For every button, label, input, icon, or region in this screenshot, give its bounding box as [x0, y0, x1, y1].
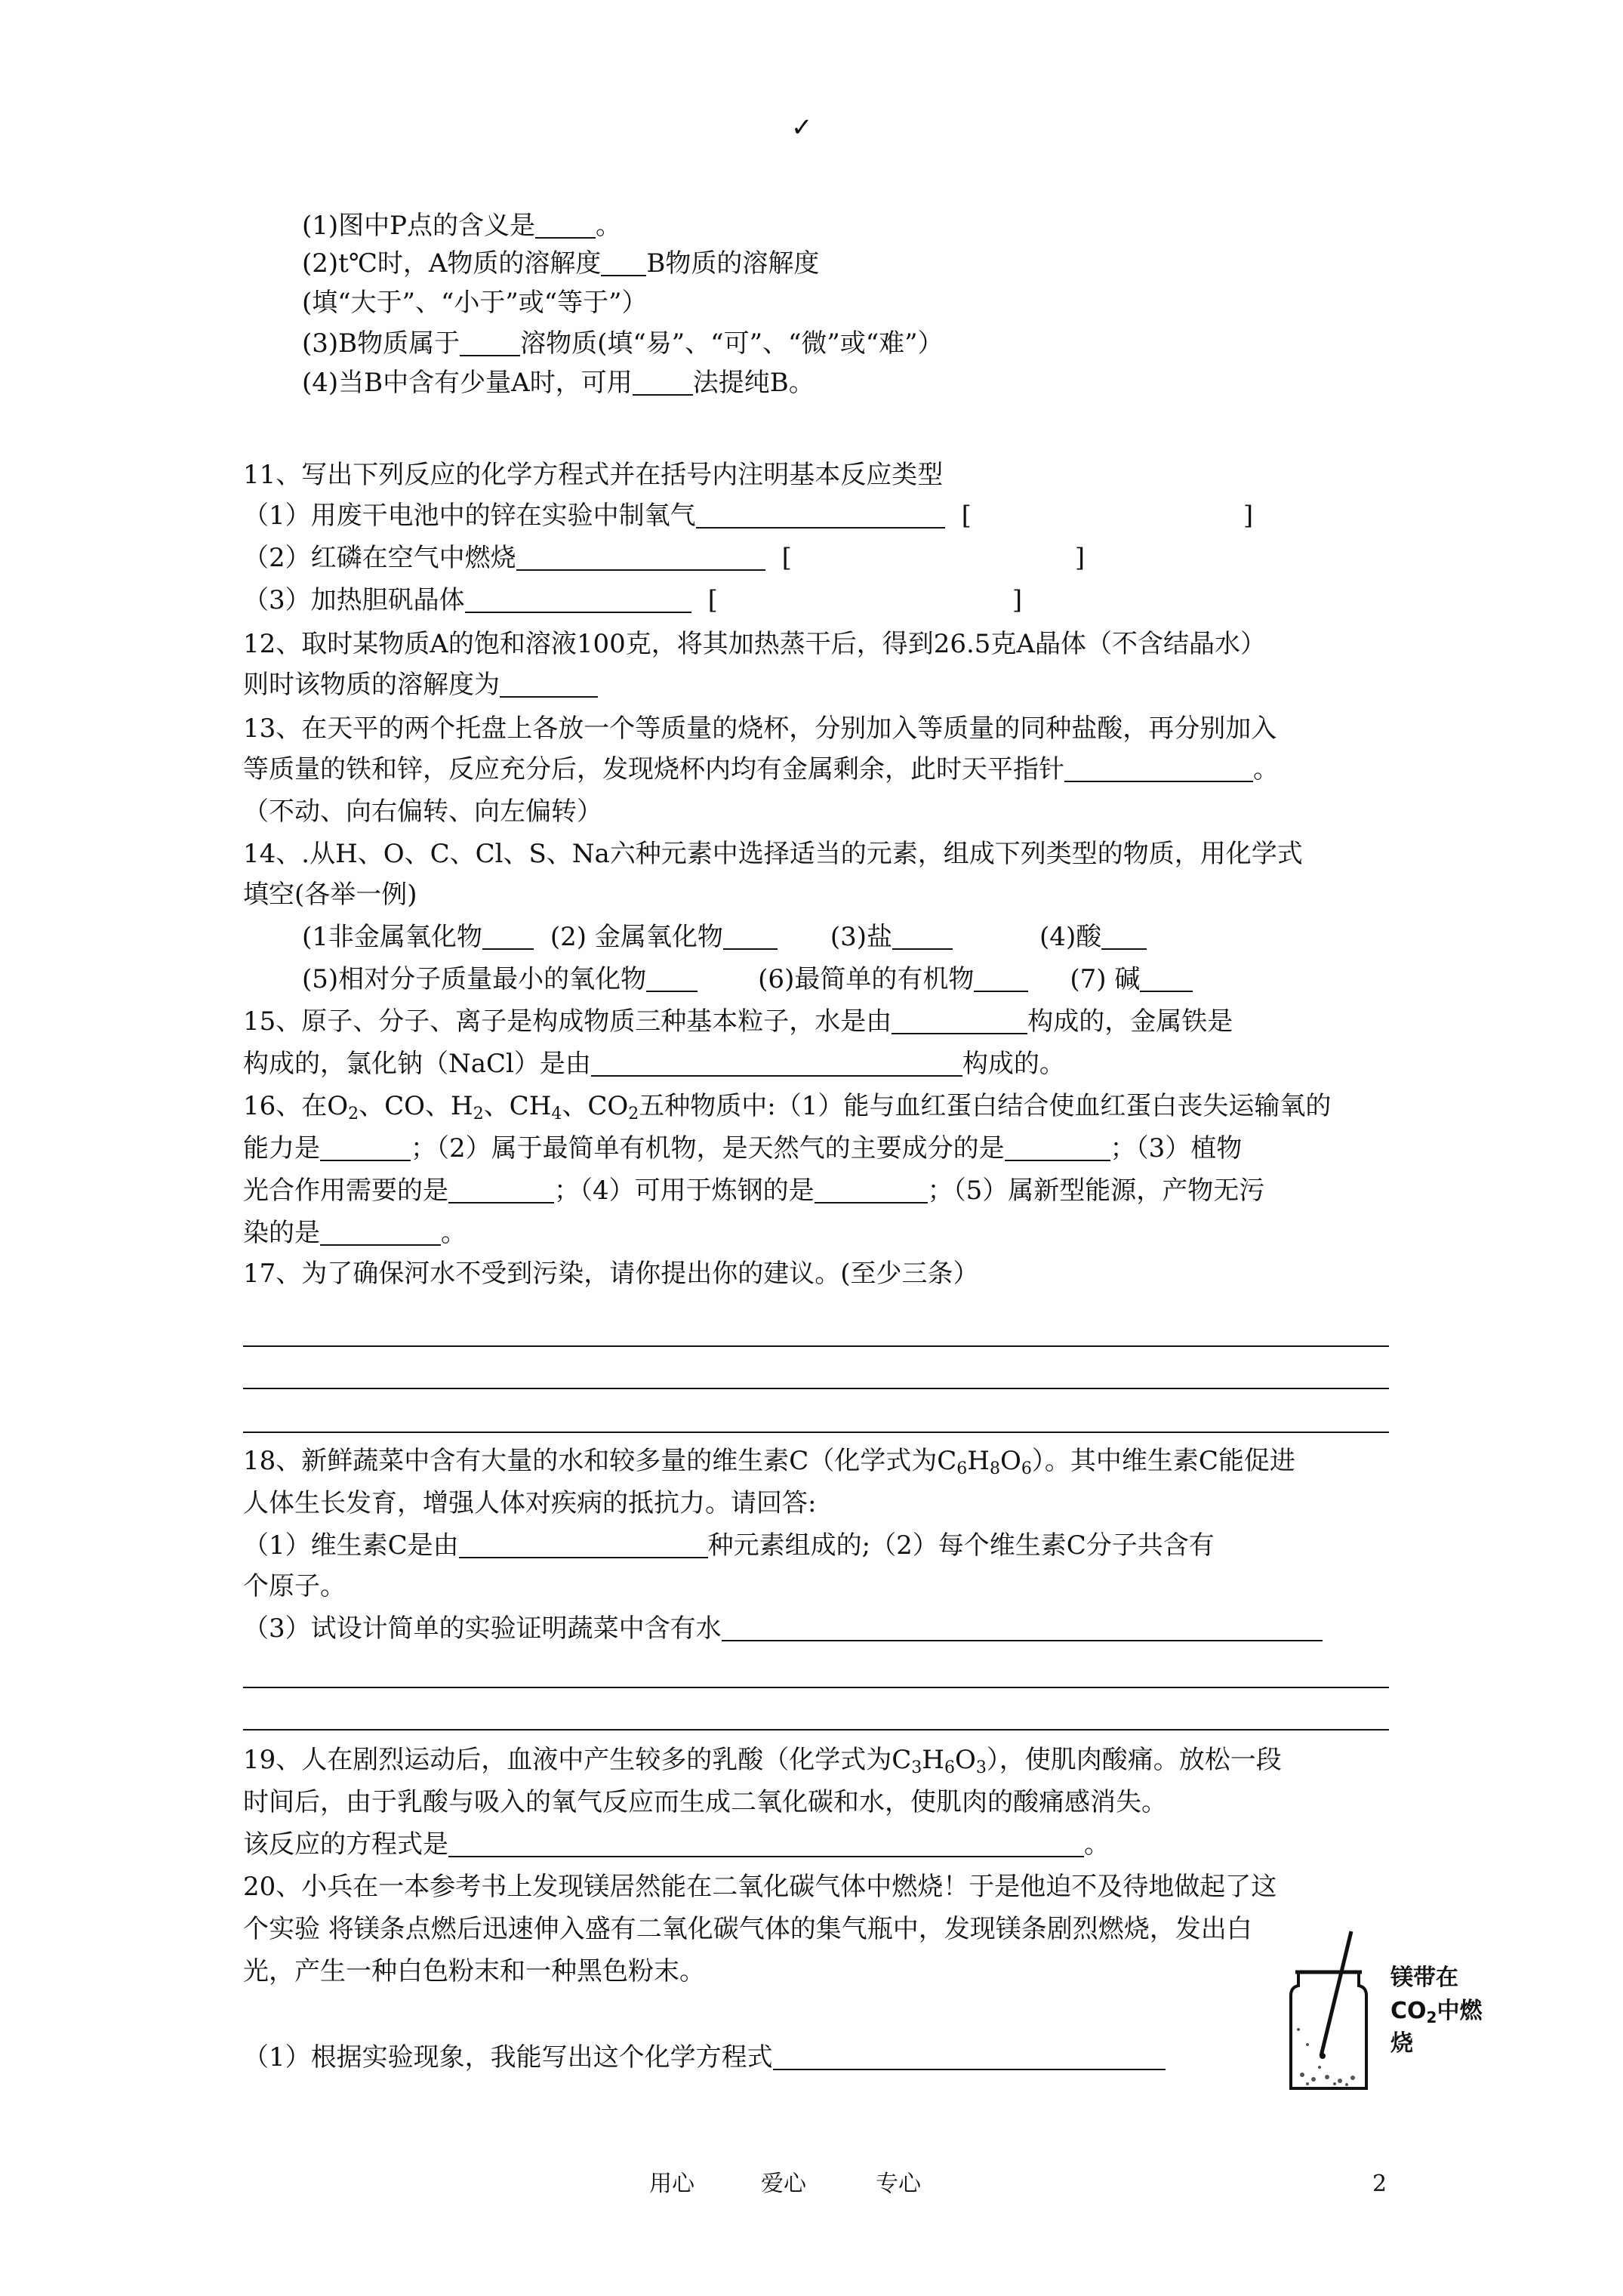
q18-text: H	[967, 1446, 990, 1476]
blank[interactable]	[815, 1179, 928, 1203]
q16-line-2	[243, 1133, 1243, 1163]
q18-text: O	[999, 1446, 1021, 1476]
q16-text: 、CO	[562, 1091, 629, 1121]
tongs	[1321, 1931, 1351, 2056]
answer-line[interactable]	[243, 1388, 1389, 1389]
q10-line-4	[302, 328, 944, 359]
blank[interactable]	[601, 252, 646, 276]
q19-line-1	[243, 1745, 1282, 1777]
blank[interactable]	[892, 1010, 1027, 1034]
subscript: 6	[944, 1758, 955, 1777]
q10-text: (3)B物质属于	[302, 328, 460, 359]
q20-line-1: 20、小兵在一本参考书上发现镁居然能在二氧化碳气体中燃烧！于是他迫不及待地做起了这	[243, 1872, 1277, 1902]
answer-line[interactable]	[243, 1687, 1389, 1688]
blank[interactable]	[465, 589, 691, 613]
blank[interactable]	[320, 1222, 441, 1246]
bracket: [	[781, 543, 792, 573]
q19-text: ），使肌肉酸痛。放松一段	[986, 1745, 1282, 1775]
q10-line-1	[302, 213, 621, 239]
q16-line-4	[243, 1220, 467, 1246]
q16-text: 染的是	[243, 1218, 320, 1248]
q10-text: 。	[596, 211, 622, 241]
q19-text: O	[954, 1745, 976, 1775]
q15-text: 构成的。	[962, 1049, 1065, 1079]
q16-text: 、CO、H	[359, 1091, 473, 1121]
q13-line-2	[243, 754, 1279, 784]
subscript: 6	[1021, 1459, 1032, 1478]
q14-text: (1非金属氧化物	[302, 922, 482, 952]
q14-line-1: 14、.从H、O、C、Cl、S、Na六种元素中选择适当的元素，组成下列类型的物质，用化学式	[243, 839, 1303, 869]
q16-text: 。	[441, 1218, 467, 1248]
subscript: 2	[1426, 2008, 1437, 2026]
q19-text: 。	[1084, 1829, 1110, 1860]
blank[interactable]	[723, 926, 778, 950]
q10-text: (4)当B中含有少量A时，可用	[302, 368, 633, 398]
q10-text: (1)图中P点的含义是	[302, 211, 536, 241]
page-number: 2	[1372, 2171, 1387, 2197]
bracket: ]	[1243, 501, 1254, 531]
subscript: 8	[989, 1459, 1000, 1478]
q19-line-2: 时间后，由于乳酸与吸入的氧气反应而生成二氧化碳和水，使肌肉的酸痛感消失。	[243, 1787, 1167, 1817]
bracket: ]	[1074, 543, 1086, 573]
subscript: 2	[473, 1105, 484, 1123]
caption-line: 烧	[1390, 2030, 1413, 2057]
blank[interactable]	[500, 673, 598, 698]
q15-text: 构成的，氯化钠（NaCl）是由	[243, 1049, 591, 1079]
q17-stem: 17、为了确保河水不受到污染，请你提出你的建议。(至少三条）	[243, 1259, 979, 1289]
q11-text: （1）用废干电池中的锌在实验中制氧气	[243, 501, 696, 531]
q14-text: (5)相对分子质量最小的氧化物	[302, 964, 647, 994]
q12-line-1: 12、取时某物质A的饱和溶液100克，将其加热蒸干后，得到26.5克A晶体（不含结晶水）	[243, 629, 1266, 659]
q16-text: 能力是	[243, 1133, 320, 1163]
blank[interactable]	[1140, 968, 1193, 992]
bracket: ]	[1012, 585, 1023, 615]
q10-text: (2)t℃时，A物质的溶解度	[302, 248, 602, 279]
q16-text: ；（5）属新型能源，产物无污	[927, 1176, 1265, 1206]
q18-line-2: 人体生长发育，增强人体对疾病的抵抗力。请回答:	[243, 1488, 817, 1518]
subscript: 2	[348, 1105, 359, 1123]
caption-text: CO	[1390, 1997, 1427, 2024]
q18-text: 种元素组成的;（2）每个维生素C分子共含有	[707, 1530, 1215, 1561]
q16-line-3	[243, 1176, 1265, 1206]
q18-line-4: 个原子。	[243, 1571, 346, 1601]
blank[interactable]	[459, 1534, 708, 1558]
q16-text: ；（2）属于最简单有机物，是天然气的主要成分的是	[411, 1133, 1005, 1163]
q19-line-3	[243, 1829, 1110, 1860]
q16-text: ；（3）植物	[1110, 1133, 1243, 1163]
caption-text: 中燃	[1437, 1997, 1483, 2024]
footer-word-3: 专心	[876, 2171, 921, 2197]
subscript: 4	[551, 1105, 562, 1123]
q10-text: B物质的溶解度	[646, 248, 820, 279]
q14-text: (3)盐	[830, 922, 893, 952]
q10-text: 溶物质(填“易”、“可”、“微”或“难”）	[520, 328, 944, 359]
caption-line	[1390, 1995, 1482, 2028]
q11-item-1	[243, 503, 1253, 529]
blank[interactable]	[974, 968, 1028, 992]
blank[interactable]	[1064, 758, 1253, 782]
figure-caption	[1390, 1962, 1482, 2060]
checkmark: ✓	[791, 112, 813, 143]
q20-line-3: 光，产生一种白色粉末和一种黑色粉末。	[243, 1956, 705, 1986]
q18-line-1	[243, 1446, 1295, 1478]
q11-text: （3）加热胆矾晶体	[243, 585, 465, 615]
q16-text: 光合作用需要的是	[243, 1176, 448, 1206]
flame-spark	[1320, 2053, 1326, 2059]
q13-text: 。	[1253, 754, 1279, 784]
answer-line[interactable]	[243, 1729, 1389, 1730]
blank[interactable]	[722, 1617, 1323, 1641]
answer-line[interactable]	[243, 1432, 1389, 1433]
q10-line-3: (填“大于”、“小于”或“等于”）	[302, 288, 648, 318]
q15-text: 15、原子、分子、离子是构成物质三种基本粒子，水是由	[243, 1006, 892, 1037]
q11-stem: 11、写出下列反应的化学方程式并在括号内注明基本反应类型	[243, 460, 944, 490]
blank[interactable]	[696, 504, 945, 529]
blank[interactable]	[535, 214, 596, 239]
q14-text: (2) 金属氧化物	[550, 922, 723, 952]
q14-text: (7) 碱	[1070, 964, 1141, 994]
caption-line: 镁带在	[1390, 1965, 1458, 1991]
q13-line-3: （不动、向右偏转、向左偏转）	[243, 797, 602, 827]
blank[interactable]	[448, 1179, 554, 1203]
bracket: [	[961, 501, 972, 531]
q16-text: 16、在O	[243, 1091, 349, 1121]
subscript: 3	[911, 1758, 922, 1777]
q14-line-4	[302, 966, 1193, 992]
answer-line[interactable]	[243, 1345, 1389, 1347]
subscript: 3	[975, 1758, 987, 1777]
q18-line-5	[243, 1613, 1323, 1644]
q18-text: 18、新鲜蔬菜中含有大量的水和较多量的维生素C（化学式为C	[243, 1446, 957, 1476]
q18-text: （1）维生素C是由	[243, 1530, 459, 1561]
q10-line-5	[302, 370, 815, 396]
q15-line-1	[243, 1006, 1233, 1037]
blank[interactable]	[482, 926, 534, 950]
q19-text: 该反应的方程式是	[243, 1829, 448, 1860]
blank[interactable]	[892, 926, 953, 950]
q11-item-2	[243, 545, 1085, 571]
q10-text: 法提纯B。	[692, 368, 815, 398]
q15-line-2	[243, 1051, 1065, 1077]
blank[interactable]	[320, 1137, 411, 1161]
blank[interactable]	[591, 1052, 962, 1077]
q20-text: （1）根据实验现象，我能写出这个化学方程式	[243, 2042, 773, 2073]
q16-text: 、CH	[483, 1091, 552, 1121]
q11-item-3	[243, 587, 1022, 613]
blank[interactable]	[646, 968, 698, 992]
q19-text: 19、人在剧烈运动后，血液中产生较多的乳酸（化学式为C	[243, 1745, 912, 1775]
q18-text: （3）试设计简单的实验证明蔬菜中含有水	[243, 1613, 722, 1644]
q14-text: (6)最简单的有机物	[758, 964, 975, 994]
q12-text: 则时该物质的溶解度为	[243, 670, 500, 700]
q12-line-2	[243, 672, 598, 698]
q16-line-1	[243, 1091, 1332, 1123]
q16-text: ；（4）可用于炼钢的是	[554, 1176, 815, 1206]
q19-text: H	[922, 1745, 944, 1775]
blank[interactable]	[1101, 926, 1147, 950]
q14-line-3	[302, 924, 1147, 950]
q10-line-2	[302, 248, 820, 279]
q18-text: ）。其中维生素C能促进	[1031, 1446, 1295, 1476]
q18-line-3	[243, 1530, 1215, 1561]
q13-line-1: 13、在天平的两个托盘上各放一个等质量的烧杯，分别加入等质量的同种盐酸，再分别加入	[243, 713, 1277, 744]
q14-text: (4)酸	[1039, 922, 1102, 952]
q13-text: 等质量的铁和锌，反应充分后，发现烧杯内均有金属剩余，此时天平指针	[243, 754, 1064, 784]
subscript: 6	[956, 1459, 968, 1478]
q20-line-4	[243, 2042, 1166, 2073]
footer-word-2: 爱心	[761, 2171, 806, 2197]
bracket: [	[707, 585, 718, 615]
blank[interactable]	[448, 1833, 1084, 1857]
blank[interactable]	[633, 371, 693, 396]
blank[interactable]	[773, 2046, 1166, 2070]
q16-text: 五种物质中:（1）能与血红蛋白结合使血红蛋白丧失运输氧的	[639, 1091, 1332, 1121]
blank[interactable]	[1005, 1137, 1110, 1161]
blank[interactable]	[460, 332, 520, 356]
blank[interactable]	[516, 547, 765, 571]
q15-text: 构成的，金属铁是	[1027, 1006, 1233, 1037]
subscript: 2	[628, 1105, 639, 1123]
q20-line-2: 个实验 将镁条点燃后迅速伸入盛有二氧化碳气体的集气瓶中，发现镁条剧烈燃烧，发出白	[243, 1914, 1252, 1944]
q11-text: （2）红磷在空气中燃烧	[243, 543, 516, 573]
gas-jar-figure	[1268, 1924, 1381, 2097]
q14-line-2: 填空(各举一例)	[243, 880, 417, 910]
footer-word-1: 用心	[649, 2171, 694, 2197]
